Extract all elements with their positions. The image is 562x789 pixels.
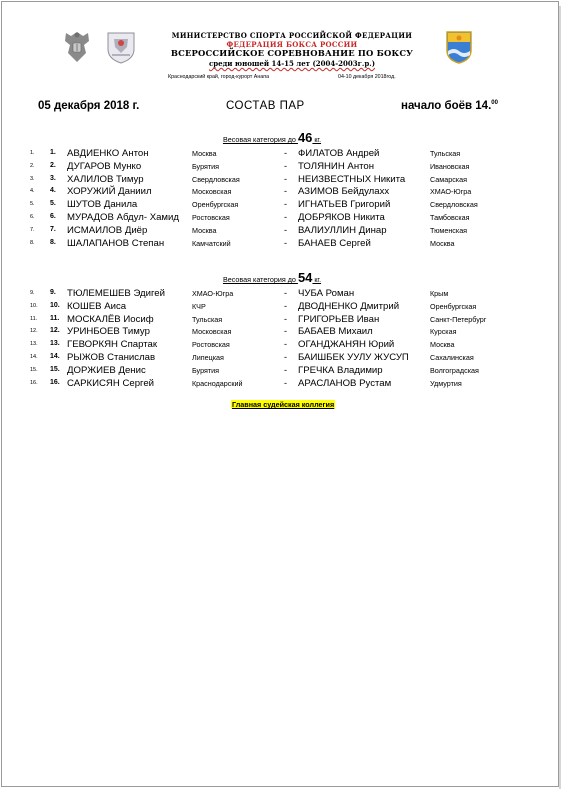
red-corner-boxer: РЫЖОВ Станислав [67,352,156,363]
bout-row [2,148,562,161]
vs-dash: - [284,148,287,158]
red-corner-region: Бурятия [192,161,220,171]
blue-corner-region: Самарская [430,174,467,184]
bout-number-total: 16. [30,379,38,386]
blue-corner-boxer: ФИЛАТОВ Андрей [298,148,380,159]
vs-dash: - [284,313,287,324]
bout-number-total: 9. [30,290,35,296]
red-corner-region: Камчатский [192,238,231,248]
bout-number: 11. [50,314,60,322]
bout-row [2,212,562,225]
chief-judges-panel-note: Главная судейская коллегия [232,400,335,409]
blue-corner-region: Сахалинская [430,353,474,362]
bout-number-total: 14. [30,354,38,360]
bout-row [2,378,562,391]
bout-number: 16. [50,378,60,386]
vs-dash: - [284,186,287,197]
blue-corner-boxer: ДОБРЯКОВ Никита [298,212,385,223]
federation-heading: ФЕДЕРАЦИЯ БОКСА РОССИИ [226,40,358,49]
bout-row [2,339,562,352]
blue-corner-boxer: БАНАЕВ Сергей [298,237,371,249]
anapa-city-emblem [444,29,474,65]
bout-number: 14. [50,353,60,360]
blue-corner-boxer: БАБАЕВ Михаил [298,326,373,338]
bout-row [2,365,562,378]
bout-number-total: 7. [30,226,35,233]
blue-corner-boxer: АРАСЛАНОВ Рустам [298,377,392,389]
blue-corner-region: ХМАО-Югра [430,187,472,197]
bout-number: 7. [50,225,56,233]
ministry-heading: МИНИСТЕРСТВО СПОРТА РОССИЙСКОЙ ФЕДЕРАЦИИ [171,31,413,40]
blue-corner-region: Оренбургская [430,301,477,311]
boxing-federation-emblem [105,29,137,65]
bout-number-total: 5. [30,201,35,208]
red-corner-region: Бурятия [192,365,220,375]
red-corner-region: Ростовская [192,213,230,222]
venue-text: Краснодарский край, город-курорт Анапа [168,74,270,80]
red-corner-region: Москва [192,149,217,158]
blue-corner-boxer: АЗИМОВ Бейдулахх [298,186,390,198]
blue-corner-boxer: НЕИЗВЕСТНЫХ Никита [298,173,406,185]
blue-corner-boxer: ТОЛЯНИН Антон [298,160,375,172]
red-corner-region: Свердловская [192,174,240,184]
red-corner-boxer: САРКИСЯН Сергей [67,377,155,389]
red-corner-boxer: ГЕВОРКЯН Спартак [67,339,158,351]
bout-row [2,301,562,314]
bout-row [2,314,562,327]
bout-number: 8. [50,238,56,246]
red-corner-region: КЧР [192,301,206,311]
red-corner-boxer: ХОРУЖИЙ Даниил [67,186,152,198]
red-corner-region: Краснодарский [192,378,243,388]
bout-number-total: 15. [30,366,38,373]
red-corner-boxer: ШУТОВ Данила [67,199,138,211]
blue-corner-boxer: БАИШБЕК УУЛУ ЖУСУП [298,352,409,363]
vs-dash: - [284,199,287,210]
bout-row [2,174,562,187]
red-corner-region: Тульская [192,314,223,324]
red-corner-boxer: ДОРЖИЕВ Денис [67,364,146,376]
vs-dash: - [284,224,287,235]
blue-corner-boxer: ВАЛИУЛЛИН Динар [298,224,387,236]
bout-number: 1. [50,149,56,156]
bout-row [2,238,562,251]
red-corner-region: Ростовская [192,340,230,350]
blue-corner-region: Москва [430,238,455,248]
bout-row [2,326,562,339]
bout-number-total: 11. [30,315,38,322]
vs-dash: - [284,288,287,298]
vs-dash: - [284,160,287,171]
event-dates: 04-10 декабря 2018год. [338,74,396,80]
vs-dash: - [284,212,287,222]
bout-row [2,186,562,199]
vs-dash: - [284,352,287,362]
weight-category-heading: Весовая категория до 54 кг. [222,270,322,285]
bout-number-total: 6. [30,214,35,220]
bout-row [2,288,562,301]
bout-number-total: 3. [30,175,35,182]
red-corner-region: Московская [192,187,232,197]
age-group-line: среди юношей 14-15 лет (2004-2003г.р.) [208,59,376,68]
red-corner-region: Липецкая [192,353,224,362]
blue-corner-region: Курская [430,327,457,337]
blue-corner-region: Крым [430,289,449,298]
vs-dash: - [284,326,287,337]
bout-number: 13. [50,340,60,348]
bout-number-total: 12. [30,328,38,335]
coat-of-arms-emblem [62,29,92,65]
bout-number: 4. [50,187,56,195]
red-corner-boxer: МУРАДОВ Абдул- Хамид [67,212,179,223]
bout-number: 10. [50,301,60,309]
vs-dash: - [284,339,287,350]
blue-corner-region: Санкт-Петербург [430,314,487,324]
red-corner-boxer: УРИНБОЕВ Тимур [67,326,150,338]
bout-row [2,199,562,212]
page-title: СОСТАВ ПАР [226,100,305,112]
start-time: начало боёв 14.00 [401,100,498,112]
red-corner-region: Московская [192,327,232,337]
blue-corner-region: Ивановская [430,161,470,171]
bout-number-total: 4. [30,188,35,195]
blue-corner-boxer: ГРЕЧКА Владимир [298,364,383,376]
bout-row [2,161,562,174]
bout-number: 2. [50,161,56,169]
red-corner-boxer: МОСКАЛЁВ Иосиф [67,313,154,325]
start-time-minutes: 00 [491,100,498,106]
vs-dash: - [284,173,287,184]
blue-corner-boxer: ЧУБА Роман [298,288,355,299]
vs-dash: - [284,377,287,388]
bout-number-total: 10. [30,302,38,309]
bout-row [2,225,562,238]
red-corner-boxer: ТЮЛЕМЕШЕВ Эдигей [67,288,165,299]
blue-corner-region: Москва [430,340,455,350]
blue-corner-boxer: ОГАНДЖАНЯН Юрий [298,339,395,351]
bout-number: 12. [50,327,60,335]
blue-corner-region: Тамбовская [430,213,470,222]
blue-corner-region: Тюменская [430,225,468,235]
red-corner-boxer: ШАЛАПАНОВ Степан [67,237,165,249]
bout-row [2,352,562,365]
blue-corner-region: Удмуртия [430,378,462,388]
blue-corner-boxer: ИГНАТЬЕВ Григорий [298,199,391,211]
bout-number: 9. [50,289,56,296]
bout-number-total: 8. [30,239,35,246]
competition-title: ВСЕРОССИЙСКОЕ СОРЕВНОВАНИЕ ПО БОКСУ [170,48,414,58]
bout-number: 6. [50,213,56,220]
blue-corner-region: Тульская [430,149,461,158]
red-corner-region: ХМАО-Югра [192,289,234,298]
bout-number-total: 13. [30,341,38,348]
blue-corner-region: Волгоградская [430,365,479,375]
bout-number-total: 1. [30,150,35,156]
red-corner-boxer: АВДИЕНКО Антон [67,148,149,159]
red-corner-boxer: ХАЛИЛОВ Тимур [67,173,144,185]
document-page [1,1,559,787]
red-corner-boxer: КОШЕВ Аиса [67,300,127,312]
blue-corner-region: Свердловская [430,200,478,210]
vs-dash: - [284,237,287,248]
red-corner-boxer: ДУГАРОВ Мунко [67,160,142,172]
bout-date: 05 декабря 2018 г. [38,100,140,112]
blue-corner-boxer: ГРИГОРЬЕВ Иван [298,313,380,325]
red-corner-boxer: ИСМАИЛОВ Диёр [67,224,148,236]
red-corner-region: Москва [192,225,217,235]
bout-number-total: 2. [30,162,35,169]
red-corner-region: Оренбургская [192,200,239,210]
bout-number: 3. [50,174,56,182]
vs-dash: - [284,300,287,311]
bout-number: 15. [50,365,60,373]
bout-number: 5. [50,200,56,208]
weight-category-heading: Весовая категория до 46 кг. [222,130,322,145]
blue-corner-boxer: ДВОДНЕНКО Дмитрий [298,300,400,312]
vs-dash: - [284,364,287,375]
